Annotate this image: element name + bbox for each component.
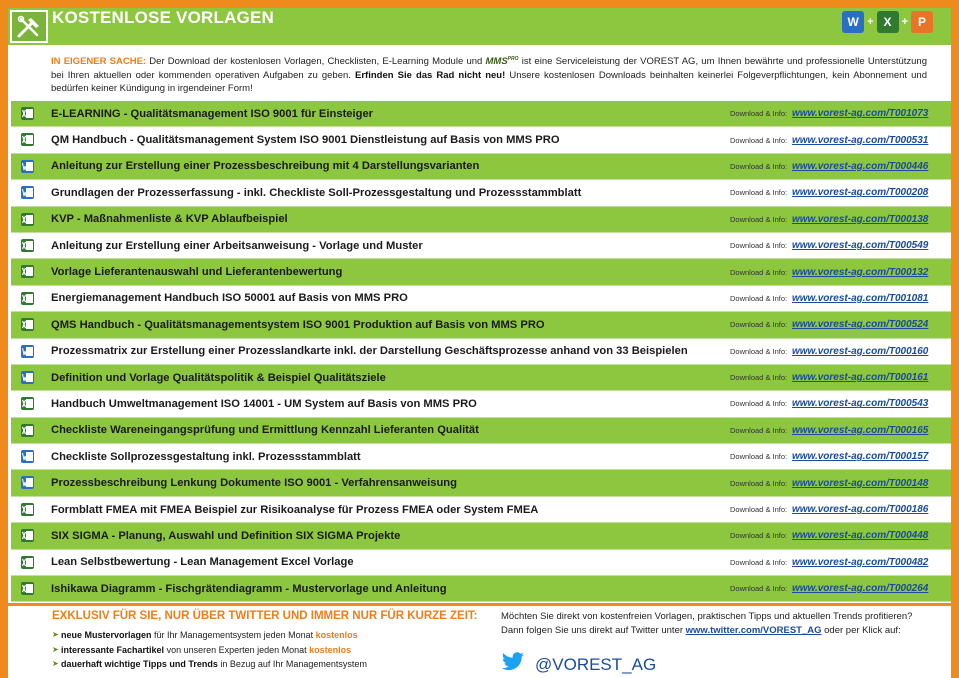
excel-icon[interactable]	[20, 132, 35, 147]
download-label: Download & Info:	[730, 505, 788, 515]
download-link[interactable]: www.vorest-ag.com/T000148	[792, 477, 929, 489]
download-link[interactable]: www.vorest-ag.com/T001073	[792, 108, 929, 120]
template-title: QM Handbuch - Qualitätsmanagement System ISO 9001 Dienstleistung auf Basis von MMS PRO	[51, 134, 560, 147]
download-link[interactable]: www.vorest-ag.com/T000157	[792, 451, 929, 463]
template-row	[11, 470, 951, 496]
excel-icon[interactable]	[20, 212, 35, 227]
template-title: SIX SIGMA - Planung, Auswahl und Definition SIX SIGMA Projekte	[51, 529, 401, 542]
twitter-handle[interactable]: @VOREST_AG	[535, 654, 657, 674]
page-title: KOSTENLOSE VORLAGEN	[52, 8, 274, 27]
footer-right-line2a: Dann folgen Sie uns direkt auf Twitter unter	[501, 624, 686, 636]
template-row	[11, 365, 951, 391]
word-icon[interactable]	[20, 344, 35, 359]
download-label: Download & Info:	[730, 320, 788, 330]
template-row	[11, 523, 951, 549]
template-row	[11, 339, 951, 365]
template-title: Vorlage Lieferantenauswahl und Lieferantenbewertung	[51, 266, 343, 279]
download-label: Download & Info:	[730, 267, 788, 277]
arrow-icon: ➤	[52, 659, 59, 668]
benefit-highlight: kostenlos	[309, 644, 352, 655]
download-label: Download & Info:	[730, 452, 788, 462]
benefit-text: von unseren Experten jeden Monat	[164, 644, 310, 655]
arrow-icon: ➤	[52, 630, 59, 639]
mms-logo	[486, 56, 519, 67]
arrow-icon: ➤	[52, 644, 59, 654]
intro-text-2: ist eine Serviceleistung der VOREST AG, um Ihnen bewährte und professionelle Unterstützung bei Ihren aktuellen oder kommenden operativen Aufgaben zu geben.	[51, 56, 927, 81]
download-link[interactable]: www.vorest-ag.com/T000160	[792, 345, 929, 357]
page-frame	[8, 8, 951, 678]
template-title: Anleitung zur Erstellung einer Prozessbeschreibung mit 4 Darstellungsvarianten	[51, 160, 480, 173]
template-row	[11, 180, 951, 206]
app-icons	[842, 11, 933, 33]
word-icon[interactable]	[20, 475, 35, 490]
footer-right-line2b: oder per Klick auf:	[821, 624, 901, 636]
download-link[interactable]: www.vorest-ag.com/T000524	[792, 319, 929, 331]
excel-icon[interactable]	[20, 502, 35, 517]
word-icon[interactable]	[20, 159, 35, 174]
template-row	[11, 550, 951, 576]
template-row	[11, 418, 951, 444]
intro-text-3: Unsere kostenlosen Downloads beinhalten keinerlei Folgeverpflichtungen, kein Abonnement und bedürfen keiner Kündigung in irgendeiner Form!	[51, 69, 928, 95]
benefit-text: für Ihr Managementsystem jeden Monat	[151, 630, 316, 640]
excel-icon: X	[877, 11, 899, 33]
template-row	[11, 286, 951, 312]
download-label: Download & Info:	[730, 109, 788, 119]
template-title: QMS Handbuch - Qualitätsmanagementsystem ISO 9001 Produktion auf Basis von MMS PRO	[51, 318, 545, 331]
download-link[interactable]: www.vorest-ag.com/T000132	[792, 266, 929, 278]
download-link[interactable]: www.vorest-ag.com/T000186	[792, 504, 929, 516]
excel-icon[interactable]	[20, 396, 35, 411]
template-row	[11, 259, 951, 285]
download-link[interactable]: www.vorest-ag.com/T001081	[792, 292, 929, 304]
footer-right-line2	[501, 624, 931, 638]
benefit-item	[52, 657, 367, 672]
twitter-link[interactable]: www.twitter.com/VOREST_AG	[685, 624, 822, 636]
intro-lead: IN EIGENER SACHE:	[51, 56, 147, 68]
template-title: Prozessmatrix zur Erstellung einer Prozesslandkarte inkl. der Darstellung Geschäftsprozesse anhand von 33 Beispielen	[51, 345, 688, 358]
excel-icon[interactable]	[20, 317, 35, 332]
download-label: Download & Info:	[730, 293, 788, 303]
template-row	[11, 576, 951, 602]
template-title: Checkliste Wareneingangsprüfung und Ermittlung Kennzahl Lieferanten Qualität	[51, 424, 479, 437]
template-title: Anleitung zur Erstellung einer Arbeitsanweisung - Vorlage und Muster	[51, 239, 423, 252]
mms-sup: PRO	[507, 56, 519, 62]
template-row	[11, 127, 951, 153]
benefit-item	[52, 628, 367, 643]
footer-heading: EXKLUSIV FÜR SIE, NUR ÜBER TWITTER UND IMMER NUR FÜR KURZE ZEIT:	[52, 610, 478, 622]
excel-icon[interactable]	[20, 528, 35, 543]
download-label: Download & Info:	[730, 399, 788, 409]
word-icon[interactable]	[20, 185, 35, 200]
download-label: Download & Info:	[730, 557, 788, 567]
download-link[interactable]: www.vorest-ag.com/T000543	[792, 398, 929, 410]
download-label: Download & Info:	[730, 425, 788, 435]
benefit-bold: neue Mustervorlagen	[61, 630, 152, 640]
template-row	[11, 391, 951, 417]
template-title: Formblatt FMEA mit FMEA Beispiel zur Risikoanalyse für Prozess FMEA oder System FMEA	[51, 503, 539, 516]
benefit-highlight: kostenlos	[315, 630, 358, 640]
template-title: Energiemanagement Handbuch ISO 50001 auf Basis von MMS PRO	[51, 292, 408, 305]
excel-icon[interactable]	[20, 555, 35, 570]
download-link[interactable]: www.vorest-ag.com/T000138	[792, 213, 929, 225]
download-label: Download & Info:	[730, 161, 788, 171]
template-title: Handbuch Umweltmanagement ISO 14001 - UM System auf Basis von MMS PRO	[51, 397, 477, 410]
benefit-bold: interessante Fachartikel	[61, 644, 165, 655]
excel-icon[interactable]	[20, 106, 35, 121]
plus-sign: +	[901, 16, 908, 28]
download-link[interactable]: www.vorest-ag.com/T000549	[792, 240, 929, 252]
intro-text-1: Der Download der kostenlosen Vorlagen, Checklisten, E-Learning Module und	[146, 56, 486, 68]
excel-icon[interactable]	[20, 291, 35, 306]
download-label: Download & Info:	[730, 478, 788, 488]
download-label: Download & Info:	[730, 584, 788, 594]
download-label: Download & Info:	[730, 346, 788, 356]
download-link[interactable]: www.vorest-ag.com/T000448	[792, 530, 929, 542]
template-title: Grundlagen der Prozesserfassung - inkl. Checkliste Soll-Prozessgestaltung und Prozessstammblatt	[51, 186, 582, 199]
intro-text	[51, 53, 927, 96]
template-title: Lean Selbstbewertung - Lean Management Excel Vorlage	[51, 556, 354, 569]
download-link[interactable]: www.vorest-ag.com/T000165	[792, 424, 929, 436]
template-row	[11, 154, 951, 180]
template-row	[11, 497, 951, 523]
template-row	[11, 312, 951, 338]
download-label: Download & Info:	[730, 373, 788, 383]
benefit-bold: dauerhaft wichtige Tipps und Trends	[61, 659, 218, 669]
header-bar	[8, 8, 951, 45]
template-row	[11, 207, 951, 233]
template-row	[11, 444, 951, 470]
excel-icon[interactable]	[20, 581, 35, 596]
template-row	[11, 101, 951, 127]
benefit-text: in Bezug auf Ihr Managementsystem	[217, 659, 367, 669]
download-label: Download & Info:	[730, 188, 788, 198]
footer-right-line1: Möchten Sie direkt von kostenfreien Vorlagen, praktischen Tipps und aktuellen Trends profitieren?	[501, 611, 913, 622]
download-label: Download & Info:	[730, 241, 788, 251]
download-link[interactable]: www.vorest-ag.com/T000531	[792, 134, 929, 146]
download-label: Download & Info:	[730, 135, 788, 145]
footer-benefits-list	[52, 628, 367, 672]
excel-icon[interactable]	[20, 423, 35, 438]
template-title: E-LEARNING - Qualitätsmanagement ISO 9001 für Einsteiger	[51, 107, 374, 120]
twitter-follow[interactable]	[501, 652, 656, 677]
excel-icon[interactable]	[20, 264, 35, 279]
plus-sign: +	[867, 16, 874, 28]
excel-icon[interactable]	[20, 238, 35, 253]
download-label: Download & Info:	[730, 531, 788, 541]
template-title: Definition und Vorlage Qualitätspolitik & Beispiel Qualitätsziele	[51, 371, 386, 384]
download-link[interactable]: www.vorest-ag.com/T000208	[792, 187, 929, 199]
download-label: Download & Info:	[730, 214, 788, 224]
wrench-screwdriver-icon	[10, 10, 48, 43]
template-title: KVP - Maßnahmenliste & KVP Ablaufbeispiel	[51, 213, 288, 226]
footer	[8, 606, 951, 678]
download-link[interactable]: www.vorest-ag.com/T000264	[792, 583, 929, 595]
intro-bold: Erfinden Sie das Rad nicht neu!	[355, 69, 506, 81]
footer-right-text	[501, 610, 931, 637]
template-title: Checkliste Sollprozessgestaltung inkl. Prozessstammblatt	[51, 450, 361, 463]
powerpoint-icon: P	[911, 11, 933, 33]
word-icon: W	[842, 11, 864, 33]
template-title: Prozessbeschreibung Lenkung Dokumente ISO 9001 - Verfahrensanweisung	[51, 477, 457, 490]
download-link[interactable]: www.vorest-ag.com/T000446	[792, 160, 929, 172]
download-link[interactable]: www.vorest-ag.com/T000482	[792, 556, 929, 568]
template-row	[11, 233, 951, 259]
twitter-bird-icon[interactable]	[501, 652, 525, 677]
download-link[interactable]: www.vorest-ag.com/T000161	[792, 372, 929, 384]
mms-label: MMS	[485, 56, 508, 68]
benefit-item	[52, 643, 367, 658]
word-icon[interactable]	[20, 370, 35, 385]
word-icon[interactable]	[20, 449, 35, 464]
template-list	[11, 101, 951, 602]
template-title: Ishikawa Diagramm - Fischgrätendiagramm - Mustervorlage und Anleitung	[51, 582, 447, 595]
